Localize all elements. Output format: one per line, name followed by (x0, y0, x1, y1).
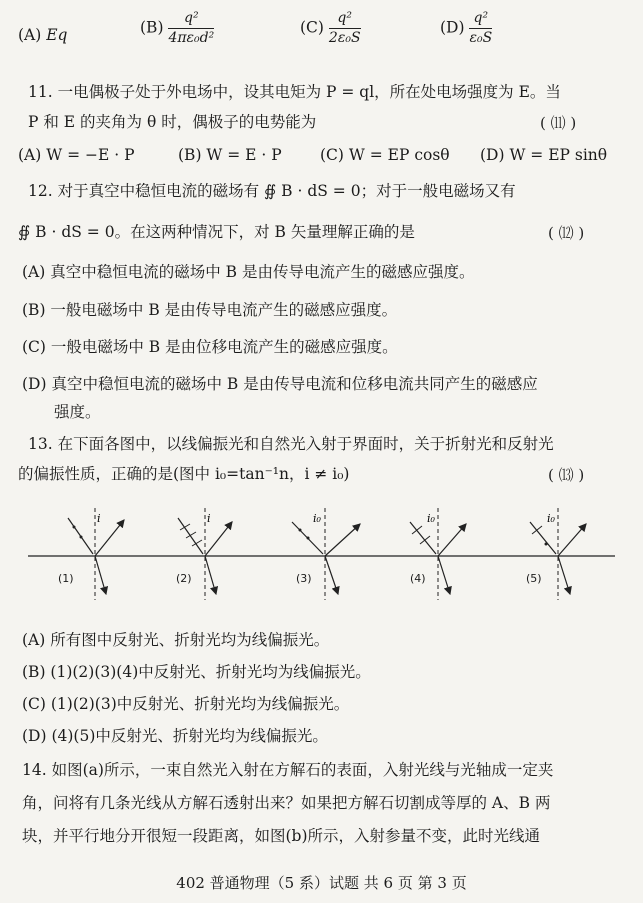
q10-option-a-label: (A) (18, 26, 42, 44)
q13-answer-blank: ( ⒀ ) (548, 466, 585, 484)
angle-label-1: i (97, 512, 101, 525)
figure-label-3: (3) (296, 572, 312, 585)
q11-option-a: (A) W = −E · P (18, 146, 135, 164)
q10-option-d-fraction (469, 8, 492, 47)
q10-option-d (440, 8, 492, 47)
q14-stem-line1: 14. 如图(a)所示，一束自然光入射在方解石的表面，入射光线与光轴成一定夹 (22, 761, 554, 779)
q12-stem-line2: ∯ B · dS = 0。在这两种情况下，对 B 矢量理解正确的是 (18, 223, 415, 241)
polarization-dot-5 (545, 543, 548, 546)
q12-option-d-line2: 强度。 (54, 403, 101, 421)
q11-option-c: (C) W = EP cosθ (320, 146, 450, 164)
q10-d-denominator: ε₀S (469, 30, 493, 46)
diagram-1 (68, 508, 124, 600)
incident-ray-5 (530, 522, 556, 554)
angle-label-2: i (207, 512, 211, 525)
q10-option-b-label: (B) (140, 18, 164, 37)
figure-label-5: (5) (526, 572, 542, 585)
polarization-dot-1 (73, 526, 76, 529)
q14-stem-line2: 角，问将有几条光线从方解石透射出来？如果把方解石切割成等厚的 A、B 两 (22, 794, 551, 812)
q10-c-numerator: q² (329, 8, 361, 29)
q11-answer-blank: ( ⑾ ) (540, 114, 577, 132)
q10-option-a (18, 26, 67, 44)
q13-option-c: (C) (1)(2)(3)中反射光、折射光均为线偏振光。 (22, 695, 350, 713)
refracted-ray-4 (438, 556, 450, 594)
angle-label-4: i₀ (427, 512, 435, 525)
diagram-5 (530, 508, 586, 600)
q11-stem-line1: 11. 一电偶极子处于外电场中，设其电矩为 P = ql，所在处电场强度为 E。当 (28, 83, 561, 101)
q10-option-b (140, 8, 214, 47)
figure-label-4: (4) (410, 572, 426, 585)
diagram-3 (292, 508, 360, 600)
reflected-ray-4 (438, 524, 466, 556)
q10-b-denominator: 4πε₀d² (168, 30, 215, 46)
diagram-4 (410, 508, 466, 600)
q12-option-a: (A) 真空中稳恒电流的磁场中 B 是由传导电流产生的磁感应强度。 (22, 263, 475, 281)
reflected-ray-5 (558, 524, 586, 556)
q13-option-d: (D) (4)(5)中反射光、折射光均为线偏振光。 (22, 727, 328, 745)
polarization-diagrams (0, 500, 643, 610)
polarization-dot-1b (80, 536, 83, 539)
figure-label-2: (2) (176, 572, 192, 585)
reflected-ray-3 (325, 524, 360, 556)
q13-option-b: (B) (1)(2)(3)(4)中反射光、折射光均为线偏振光。 (22, 663, 371, 681)
refracted-ray-3 (325, 556, 338, 594)
polarization-dot-3a (299, 529, 302, 532)
angle-label-5: i₀ (547, 512, 555, 525)
q12-option-b: (B) 一般电磁场中 B 是由传导电流产生的磁感应强度。 (22, 301, 398, 319)
q13-stem-line1: 13. 在下面各图中，以线偏振光和自然光入射于界面时，关于折射光和反射光 (28, 435, 554, 453)
q12-stem-line1: 12. 对于真空中稳恒电流的磁场有 ∯ B · dS = 0；对于一般电磁场又有 (28, 182, 516, 200)
q12-option-d-line1: (D) 真空中稳恒电流的磁场中 B 是由传导电流和位移电流共同产生的磁感应 (22, 375, 538, 393)
refracted-ray-5 (558, 556, 570, 594)
q11-option-d: (D) W = EP sinθ (480, 146, 608, 164)
q10-c-denominator: 2ε₀S (328, 30, 361, 46)
q10-option-b-fraction (168, 8, 214, 47)
refracted-ray-1 (95, 556, 106, 594)
q11-option-b: (B) W = E · P (178, 146, 282, 164)
q10-b-numerator: q² (168, 8, 214, 29)
q13-option-a: (A) 所有图中反射光、折射光均为线偏振光。 (22, 631, 330, 649)
q10-d-numerator: q² (469, 8, 492, 29)
incident-ray-2 (178, 518, 203, 554)
diagram-2 (178, 508, 232, 600)
page-footer: 402 普通物理（5 系）试题 共 6 页 第 3 页 (176, 874, 467, 892)
incident-ray-4 (410, 522, 436, 554)
q11-stem-line2: P 和 E 的夹角为 θ 时，偶极子的电势能为 (28, 113, 317, 131)
q10-option-c (300, 8, 361, 47)
q10-option-c-label: (C) (300, 18, 324, 37)
q10-option-a-text: Eq (46, 26, 68, 44)
q13-stem-line2: 的偏振性质，正确的是(图中 i₀=tan⁻¹n，i ≠ i₀) (18, 465, 350, 483)
q10-option-d-label: (D) (440, 18, 465, 37)
q12-answer-blank: ( ⑿ ) (548, 224, 585, 242)
q10-option-c-fraction (329, 8, 361, 47)
q14-stem-line3: 块，并平行地分开很短一段距离，如图(b)所示，入射参量不变，此时光线通 (22, 827, 541, 845)
refracted-ray-2 (205, 556, 216, 594)
reflected-ray-2 (205, 522, 232, 556)
q12-option-c: (C) 一般电磁场中 B 是由位移电流产生的磁感应强度。 (22, 338, 398, 356)
figure-label-1: (1) (58, 572, 74, 585)
polarization-dot-3b (307, 537, 310, 540)
polarization-tick-4b (420, 536, 430, 544)
reflected-ray-1 (95, 520, 124, 556)
angle-label-3: i₀ (313, 512, 321, 525)
